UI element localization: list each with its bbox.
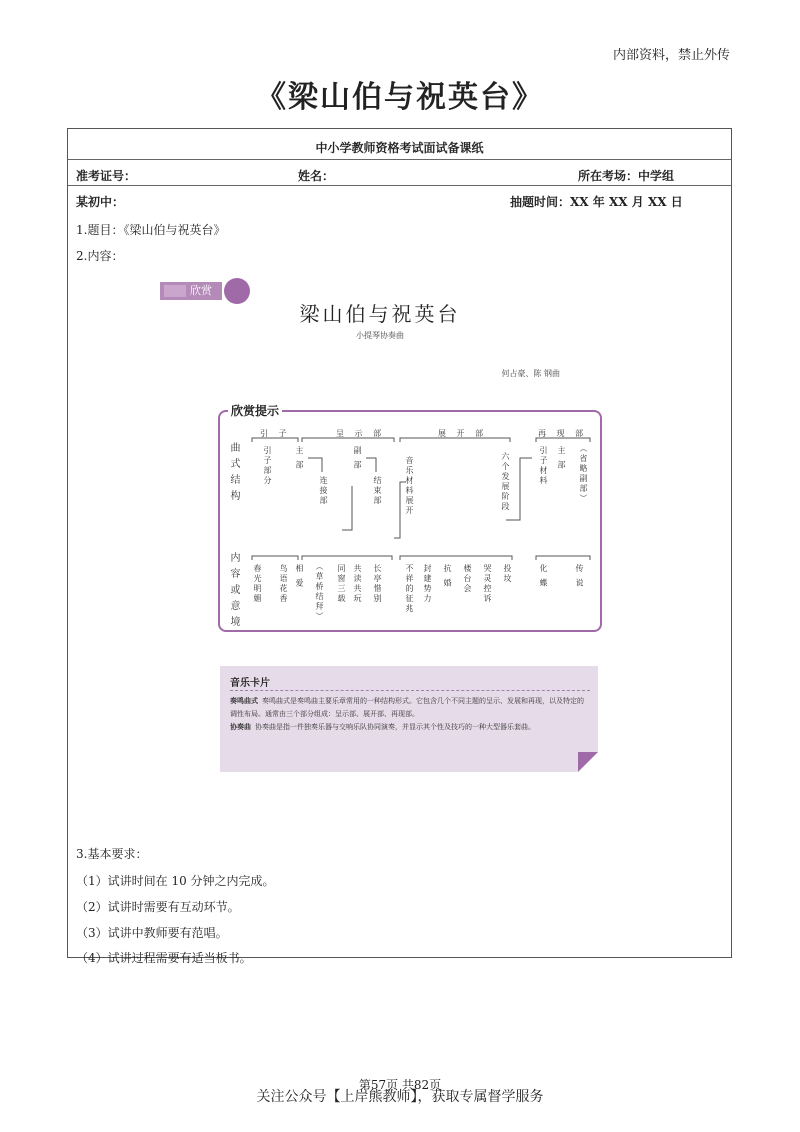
mood-item: 鸟语花香 xyxy=(279,564,288,604)
structure-item: 结束部 xyxy=(373,476,382,506)
requirement-item: （4）试讲过程需要有适当板书。 xyxy=(76,951,252,965)
requirement-item: （1）试讲时间在 10 分钟之内完成。 xyxy=(76,874,275,888)
admission-label: 准考证号： xyxy=(76,169,137,183)
card-title: 音乐卡片 xyxy=(230,678,270,689)
structure-item: 主 部 xyxy=(295,446,304,471)
mood-item: 封建势力 xyxy=(423,564,432,604)
composer: 何占豪、陈 钢曲 xyxy=(501,369,560,378)
section-label: 引 子 xyxy=(260,429,291,438)
appreciation-tag: 欣赏 xyxy=(160,282,222,300)
section-label: 展 开 部 xyxy=(438,429,488,438)
mood-item: 长亭惜别 xyxy=(373,564,382,604)
hint-label: 欣赏提示 xyxy=(228,402,282,419)
mood-item: （草桥结拜） xyxy=(315,562,324,622)
draw-time: 抽题时间：XX 年 XX 月 XX 日 xyxy=(510,195,683,209)
mood-item: 传 说 xyxy=(575,564,584,589)
card-entry: 协奏曲 协奏曲是指一件独奏乐器与交响乐队协同演奏，并显示其个性及技巧的一种大型器乐套曲。 xyxy=(230,722,535,731)
page-title: 《梁山伯与祝英台》 xyxy=(256,80,544,115)
venue-label: 所在考场：中学组 xyxy=(578,169,675,183)
mood-item: 同窗三载 xyxy=(337,564,346,604)
requirement-item: （3）试讲中教师要有范唱。 xyxy=(76,926,228,940)
section-label: 呈 示 部 xyxy=(336,429,386,438)
mood-item: 春光明媚 xyxy=(253,564,262,604)
section-label: 再 现 部 xyxy=(538,429,588,438)
mood-item: 化 蝶 xyxy=(539,564,548,589)
mood-item: 哭灵控诉 xyxy=(483,564,492,604)
mood-item: 不祥的征兆 xyxy=(405,564,414,614)
school-label: 某初中： xyxy=(76,195,125,209)
structure-item: 连接部 xyxy=(319,476,328,506)
page-fold-icon xyxy=(578,752,598,772)
structure-item: 主 部 xyxy=(557,446,566,471)
page-number: 第57页 共82页 xyxy=(358,1078,442,1092)
mood-item: 抗 婚 xyxy=(443,564,452,589)
structure-item: （省略副部） xyxy=(579,444,588,504)
mood-item: 楼台会 xyxy=(463,564,472,594)
structure-item: 六个发展阶段 xyxy=(501,452,510,512)
name-label: 姓名： xyxy=(298,169,335,183)
structure-item: 引子部分 xyxy=(263,446,272,486)
textbook-excerpt xyxy=(160,270,600,780)
form-header: 中小学教师资格考试面试备课纸 xyxy=(315,141,484,155)
mood-label: 内容或意境 xyxy=(228,552,239,632)
mood-item: 投坟 xyxy=(503,564,512,584)
structure-label: 曲式结构 xyxy=(228,442,239,506)
music-card xyxy=(220,666,598,772)
content-label: 2.内容： xyxy=(76,249,124,263)
structure-item: 音乐材料展开 xyxy=(405,456,414,516)
textbook-subtitle: 小提琴协奏曲 xyxy=(356,331,404,340)
topic-line: 1.题目：《梁山伯与祝英台》 xyxy=(76,223,226,237)
structure-item: 副 部 xyxy=(353,446,362,471)
mood-item: 相 爱 xyxy=(295,564,304,589)
structure-item: 引子材料 xyxy=(539,446,548,486)
card-entry: 奏鸣曲式 奏鸣曲式是奏鸣曲主要乐章常用的一种结构形式。它包含几个不同主题的呈示、发展和再现，以及特定的调性布局。通常由三个部分组成：呈示部、展开部、再现部。 xyxy=(230,696,584,718)
confidential-note: 内部资料，禁止外传 xyxy=(612,48,730,63)
textbook-title: 梁山伯与祝英台 xyxy=(299,302,461,326)
requirements-label: 3.基本要求： xyxy=(76,847,148,861)
requirement-item: （2）试讲时需要有互动环节。 xyxy=(76,900,240,914)
mood-item: 共读共玩 xyxy=(353,564,362,604)
footer-promo: 关注公众号【上岸熊教师】，获取专属督学服务 xyxy=(256,1089,544,1105)
